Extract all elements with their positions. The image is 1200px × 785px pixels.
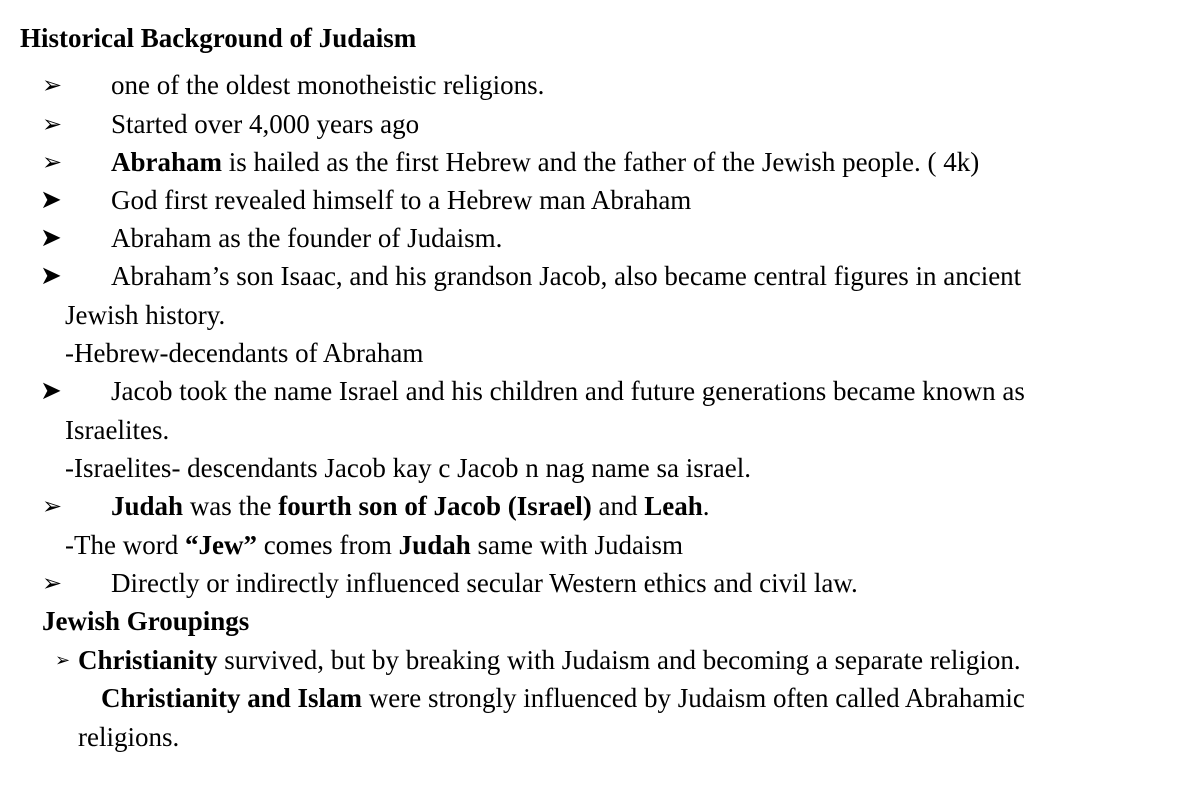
bold-term-fourth-son: fourth son of Jacob (Israel) (278, 491, 592, 521)
bullet-text-3-rest: is hailed as the first Hebrew and the father of the Jewish people. ( 4k) (222, 147, 980, 177)
bold-term-christianity-islam: Christianity and Islam (101, 683, 363, 713)
text-segment: survived, but by breaking with Judaism and becoming a separate religion. (217, 645, 1021, 675)
bold-term-leah: Leah (644, 491, 703, 521)
outline-arrow-bullet-icon: ➢ (42, 71, 63, 99)
christianity-line (78, 641, 1021, 679)
solid-arrow-bullet-icon: ➤ (40, 185, 62, 215)
bullet-text-9: Directly or indirectly influenced secular Western ethics and civil law. (111, 568, 858, 598)
section-heading-jewish-groupings: Jewish Groupings (42, 606, 250, 636)
bold-term-christianity: Christianity (78, 645, 218, 675)
bold-term-jew: “Jew” (184, 530, 257, 560)
outline-arrow-bullet-icon: ➢ (42, 110, 63, 138)
solid-arrow-bullet-icon: ➤ (40, 261, 62, 291)
text-segment: -The word (65, 530, 185, 560)
small-arrow-bullet-icon: ➢ (55, 650, 71, 671)
bullet-text-6-line2: Jewish history. (65, 300, 226, 330)
bullet-text-4: God first revealed himself to a Hebrew man Abraham (111, 185, 692, 215)
solid-arrow-bullet-icon: ➤ (40, 376, 62, 406)
text-segment: were strongly influenced by Judaism often called Abrahamic (362, 683, 1025, 713)
abrahamic-line1 (101, 679, 1025, 717)
bullet-text-6-line1: Abraham’s son Isaac, and his grandson Jacob, also became central figures in ancient (111, 261, 1022, 291)
outline-arrow-bullet-icon: ➢ (42, 492, 63, 520)
document-title: Historical Background of Judaism (20, 23, 417, 53)
text-segment: same with Judaism (470, 530, 683, 560)
bullet-text-2: Started over 4,000 years ago (111, 109, 420, 139)
outline-arrow-bullet-icon: ➢ (42, 148, 63, 176)
text-segment: was the (183, 491, 279, 521)
bullet-text-7-line1: Jacob took the name Israel and his children and future generations became known as (111, 376, 1025, 406)
note-israelites: -Israelites- descendants Jacob kay c Jacob n nag name sa israel. (65, 453, 751, 483)
text-segment: . (702, 491, 710, 521)
bold-term-abraham: Abraham (111, 147, 223, 177)
outline-arrow-bullet-icon: ➢ (42, 569, 63, 597)
solid-arrow-bullet-icon: ➤ (40, 223, 62, 253)
bullet-text-1: one of the oldest monotheistic religions. (111, 70, 545, 100)
bold-term-judah: Judah (398, 530, 471, 560)
text-segment: comes from (256, 530, 399, 560)
bullet-text-7-line2: Israelites. (65, 415, 170, 445)
bullet-text-8 (111, 487, 710, 525)
bold-term-judah: Judah (111, 491, 184, 521)
text-segment: and (591, 491, 645, 521)
bullet-text-5: Abraham as the founder of Judaism. (111, 223, 503, 253)
bullet-text-3 (111, 143, 979, 181)
note-hebrew: -Hebrew-decendants of Abraham (65, 338, 424, 368)
abrahamic-line2: religions. (78, 722, 180, 752)
note-jew (65, 526, 683, 564)
